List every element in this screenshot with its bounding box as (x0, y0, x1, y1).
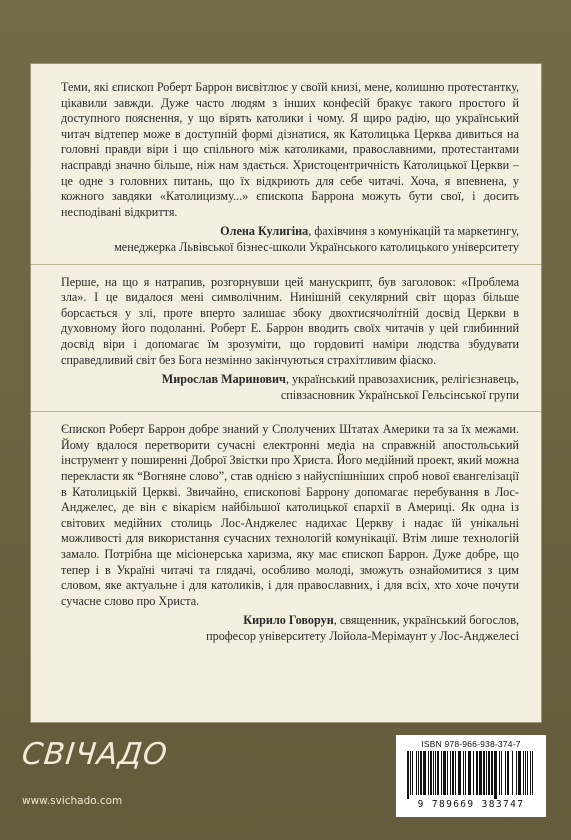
barcode-bar (435, 751, 436, 795)
barcode-bar (463, 751, 464, 795)
quote-2-text: Перше, на що я натрапив, розгорнувши цей манускрипт, був заголовок: «Проблема зла». І це видалося мені символічним. Нинішній секулярний світ щораз більше борсається у злі, проте вперто залишає збоку двохтисячолітній досвід Церкви в духовному його подоланні. Роберт Е. Баррон вводить своїх читачів у цей глибинний досвід віри і допомагає їм зрозуміти, що гордовиті наміри людства збудувати справедливий світ без Бога незмінно закінчуються страхітливим фіаско. (61, 274, 519, 367)
quote-2-author (61, 372, 519, 403)
barcode-bar (412, 751, 413, 795)
barcode-bar (458, 751, 461, 795)
quote-3-author (61, 613, 519, 644)
barcode-bar (423, 751, 426, 795)
quote-2 (61, 275, 519, 369)
quote-1-author (61, 224, 519, 255)
quote-3-text: Єпископ Роберт Баррон добре знаний у Сполучених Штатах Америки та за їх межами. Йому вдалося перетворити сучасні електронні медіа на справжній апостольський інструмент у поширенні Доброї Звістки про Христа. Його медійний проект, який можна перекласти як “Вогняне слово”, став однією з найуспішніших спроб нової євангелізації в Католицькій Церкві. Звичайно, єпископові Баррону допомагає перебування в Лос-Анджелес, де він є вікарієм найбільшої католицької єпархії в Америці. Як одна із світових медійних столиць Лос-Анджелес надихає Церкву і надає їй унікальні можливості для використання сучасних технологій комунікації. Втім лише технологій замало. Потрібна ще місіонерська харизма, яку має єпископ Баррон. Дуже добре, що тепер і в Україні читачі та глядачі, особливо молоді, зможуть ознайомитися з цим словом, яке актуальне і для католиків, і для православних, і для всіх, хто хоче почути сучасне слово про Христа. (61, 422, 519, 608)
barcode-bar (465, 751, 466, 795)
author-3-role-2: професор університету Лойола-Мерімаунт у Лос-Анджелесі (206, 629, 519, 643)
barcode-bar (488, 751, 490, 795)
barcode-bar (512, 751, 513, 795)
divider-1 (31, 264, 541, 265)
barcode-bar (525, 751, 526, 795)
barcode (396, 735, 546, 817)
text-panel (30, 63, 542, 723)
author-2-role-2: співзасновник Української Гельсінської групи (280, 387, 519, 402)
divider-2 (31, 411, 541, 412)
barcode-bar (494, 751, 497, 799)
barcode-bar (516, 751, 517, 795)
barcode-bar (486, 751, 487, 795)
barcode-bar (433, 751, 434, 795)
quote-3 (61, 422, 519, 609)
author-1-role-2: менеджерка Львівської бізнес-школи Українського католицького університету (114, 239, 519, 254)
barcode-bar (450, 751, 451, 795)
barcode-bar (447, 751, 448, 795)
barcode-bar (407, 751, 409, 799)
author-3-name: Кирило Говорун (243, 613, 334, 628)
barcode-bar (479, 751, 482, 795)
barcode-bar (518, 751, 521, 795)
barcode-bar (428, 751, 429, 795)
author-1-name: Олена Кулигіна (220, 224, 309, 239)
barcode-bar (430, 751, 432, 795)
barcode-bar (455, 751, 456, 795)
barcode-bar (441, 751, 442, 795)
barcode-bar (501, 751, 502, 795)
barcode-bar (523, 751, 524, 795)
author-2-name: Мирослав Маринович (161, 372, 286, 387)
barcode-bar (410, 751, 411, 795)
barcode-bar (418, 751, 419, 795)
barcode-bars (403, 751, 539, 799)
author-2-role-1: , український правозахисник, релігієзнавець, (285, 372, 519, 387)
publisher-logo-text: СВІЧАДО (20, 737, 170, 772)
barcode-bar (476, 751, 478, 795)
barcode-bar (468, 751, 471, 795)
quote-1-text: Теми, які єпископ Роберт Баррон висвітлює у своїй книзі, мене, колишню протестантку, цікавили завжди. Дуже часто людям з інших конфесій бракує такого простого й доступного пояснення, у що вірять католики і чому. Я щиро радію, що український читач відтепер може в доступній формі дізнатися, як Католицька Церква дивиться на головні правди віри і що спільного між католиками, православними, протестантами насправді значно більше, ніж нам здається. Христоцентричність Католицької Церкви – це одне з головних питань, що їх відкриють для себе читачі. Хоча, я впевнена, у кожного завдяки «Католицизму...» єпископа Баррона можуть бути свої, і досить несподівані відкриття. (61, 80, 519, 219)
barcode-bar (532, 751, 533, 795)
barcode-bar (505, 751, 506, 795)
barcode-bar (499, 751, 500, 795)
barcode-bar (530, 751, 531, 795)
barcode-bar (420, 751, 422, 795)
author-3-role-1: , священник, український богослов, (333, 613, 519, 628)
publisher-url: www.svichado.com (22, 795, 123, 807)
barcode-digits: 9 789669 383747 (417, 799, 525, 810)
barcode-bar (483, 751, 485, 795)
barcode-bar (527, 751, 528, 795)
barcode-bar (416, 751, 417, 795)
author-1-role-1: , фахівчиня з комунікацій та маркетингу, (308, 224, 519, 239)
barcode-bar (443, 751, 446, 795)
isbn-text: ISBN 978-966-938-374-7 (421, 739, 521, 749)
quote-1 (61, 80, 519, 220)
barcode-bar (437, 751, 439, 795)
barcode-bar (473, 751, 474, 795)
barcode-bar (507, 751, 509, 795)
publisher-logo (22, 738, 168, 772)
barcode-bar (452, 751, 454, 795)
barcode-bar (491, 751, 493, 795)
